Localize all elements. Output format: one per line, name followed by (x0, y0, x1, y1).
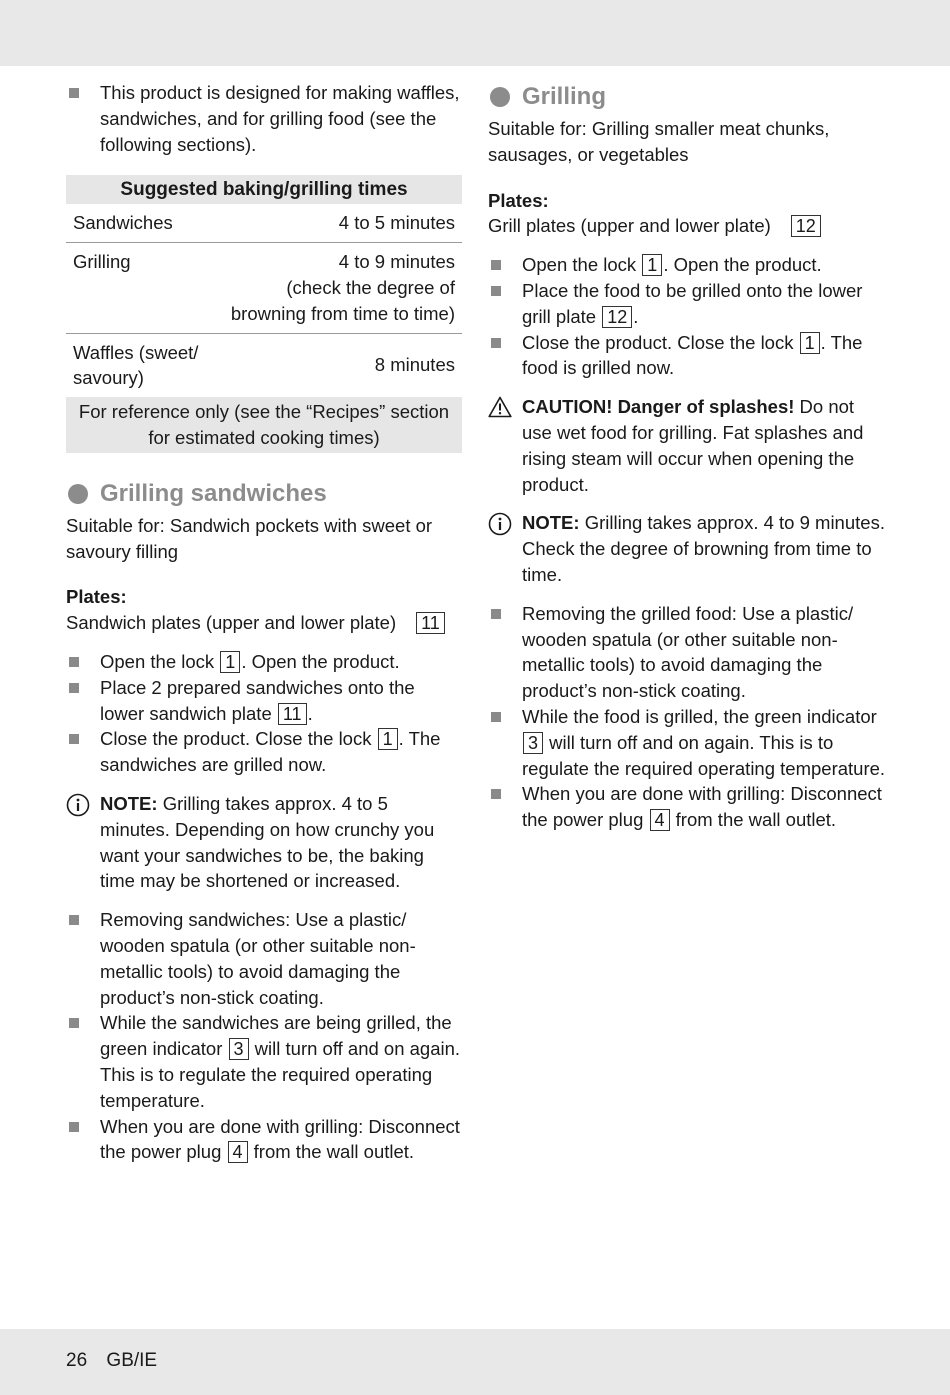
table-item: Grilling (66, 243, 212, 333)
bullet-dot-icon (68, 484, 88, 504)
left-column (66, 80, 462, 1165)
reference-note-line: for estimated cooking times) (148, 426, 380, 448)
warning-triangle-icon (488, 396, 512, 418)
step-text: Place the food to be grilled onto the lower grill plate (522, 279, 863, 327)
step-text: . Open the product. (241, 650, 400, 672)
baking-times-table (66, 175, 462, 452)
caution-label: CAUTION! Danger of splashes! (522, 396, 795, 418)
locale-label: GB/IE (106, 1350, 158, 1371)
header-band (0, 0, 950, 66)
part-ref-box: 1 (220, 651, 240, 673)
part-ref-box: 11 (278, 703, 307, 725)
step-item (66, 726, 462, 778)
step-text: When you are done with grilling: Disconnect the power plug (522, 783, 882, 831)
caution-text: Do not use wet food for grilling. Fat splashes and rising steam will occur when opening the product. (522, 396, 864, 495)
step-text: . The sandwiches are grilled now. (100, 728, 441, 776)
table-reference-note (66, 397, 462, 453)
step-text: Place 2 prepared sandwiches onto the lower sandwich plate (100, 676, 415, 724)
table-item: Sandwiches (66, 204, 212, 242)
step-text: Open the lock (100, 650, 220, 672)
table-row (66, 243, 462, 333)
plates-text: Sandwich plates (upper and lower plate) (66, 612, 397, 634)
table-time-line: 4 to 9 minutes (338, 251, 455, 273)
note-label: NOTE: (522, 512, 580, 534)
step-text: Close the product. Close the lock (100, 728, 377, 750)
intro-bullet: This product is designed for making waffles, sandwiches, and for grilling food (see the following sections). (66, 80, 462, 157)
table-time-line: (check the degree of (286, 276, 455, 298)
step-text: Open the lock (522, 254, 642, 276)
part-ref-box: 1 (800, 332, 820, 354)
step-text: . The food is grilled now. (522, 331, 863, 379)
reference-note-line: For reference only (see the “Recipes” section (78, 401, 450, 423)
step-text: Removing the grilled food: Use a plastic/ wooden spatula (or other suitable non-metallic tools) to avoid damaging the product’s non-stick coating. (522, 602, 854, 702)
table-title: Suggested baking/grilling times (66, 175, 462, 204)
table-time-line: browning from time to time) (230, 302, 455, 324)
steps-list (488, 252, 888, 381)
part-ref-box: 3 (523, 732, 543, 754)
after-steps-list (66, 907, 462, 1165)
note-block (66, 791, 462, 894)
note-label: NOTE: (100, 792, 158, 814)
table-time: 4 to 5 minutes (212, 204, 462, 242)
bullet-dot-icon (490, 87, 510, 107)
step-text: from the wall outlet. (248, 1141, 415, 1163)
section-heading-grilling (488, 82, 888, 112)
step-item (66, 675, 462, 727)
step-text: from the wall outlet. (670, 809, 837, 831)
plates-label: Plates: (66, 586, 127, 608)
step-text: . (633, 305, 639, 327)
plates-text: Grill plates (upper and lower plate) (488, 215, 771, 237)
step-text: . (307, 702, 313, 724)
intro-list (66, 80, 462, 157)
step-item (488, 278, 888, 330)
step-item (66, 1010, 462, 1113)
section-title: Grilling (522, 83, 606, 110)
step-item (66, 1114, 462, 1166)
step-item (488, 252, 888, 278)
part-ref-box: 12 (602, 306, 632, 328)
note-text: Grilling takes approx. 4 to 9 minutes. Check the degree of browning from time to time. (522, 512, 885, 585)
after-steps-list (488, 601, 888, 833)
part-ref-box: 3 (229, 1038, 249, 1060)
part-ref-box: 1 (642, 254, 662, 276)
table-item-line: Waffles (sweet/ (73, 341, 199, 363)
section-heading-grilling-sandwiches (66, 479, 462, 509)
note-block (488, 510, 888, 587)
part-ref-box: 4 (228, 1141, 248, 1163)
step-text: Close the product. Close the lock (522, 331, 799, 353)
caution-block (488, 394, 888, 497)
step-text: will turn off and on again. This is to regulate the required operating temperature. (522, 731, 886, 779)
plates-line (66, 610, 462, 636)
part-ref-box: 11 (416, 612, 445, 634)
page-footer (66, 1350, 157, 1372)
table-row (66, 333, 462, 397)
section-title: Grilling sandwiches (100, 479, 327, 507)
suitable-for-text: Suitable for: Sandwich pockets with sweet or savoury filling (66, 514, 433, 562)
step-item (488, 781, 888, 833)
step-item (488, 704, 888, 781)
step-item (66, 907, 462, 1010)
step-item (66, 649, 462, 675)
page-number: 26 (66, 1350, 88, 1371)
step-text: While the food is grilled, the green indicator (522, 705, 877, 727)
table-item (66, 333, 212, 397)
step-text: When you are done with grilling: Disconnect the power plug (100, 1115, 460, 1163)
table-time (212, 243, 462, 333)
step-text: Removing sandwiches: Use a plastic/ wooden spatula (or other suitable non-metallic tools) to avoid damaging the product’s non-stick coating. (100, 909, 416, 1008)
right-column (488, 80, 888, 833)
table-item-line: savoury) (73, 367, 144, 389)
step-text: While the sandwiches are being grilled, the green indicator (100, 1012, 452, 1060)
plates-label: Plates: (488, 189, 549, 211)
part-ref-box: 12 (791, 215, 821, 237)
info-icon (488, 512, 512, 536)
step-text: will turn off and on again. This is to regulate the required operating temperature. (100, 1038, 461, 1111)
step-item (488, 601, 888, 704)
table-time: 8 minutes (374, 354, 455, 376)
plates-line (488, 213, 888, 239)
step-item (488, 330, 888, 382)
suitable-for-text: Suitable for: Grilling smaller meat chunks, sausages, or vegetables (488, 118, 830, 165)
note-text: Grilling takes approx. 4 to 5 minutes. Depending on how crunchy you want your sandwiches to be, the baking time may be shortened or increased. (100, 792, 435, 892)
table-row (66, 204, 462, 242)
step-text: . Open the product. (663, 254, 822, 276)
steps-list (66, 649, 462, 778)
part-ref-box: 1 (378, 728, 398, 750)
info-icon (66, 793, 90, 817)
part-ref-box: 4 (650, 809, 670, 831)
